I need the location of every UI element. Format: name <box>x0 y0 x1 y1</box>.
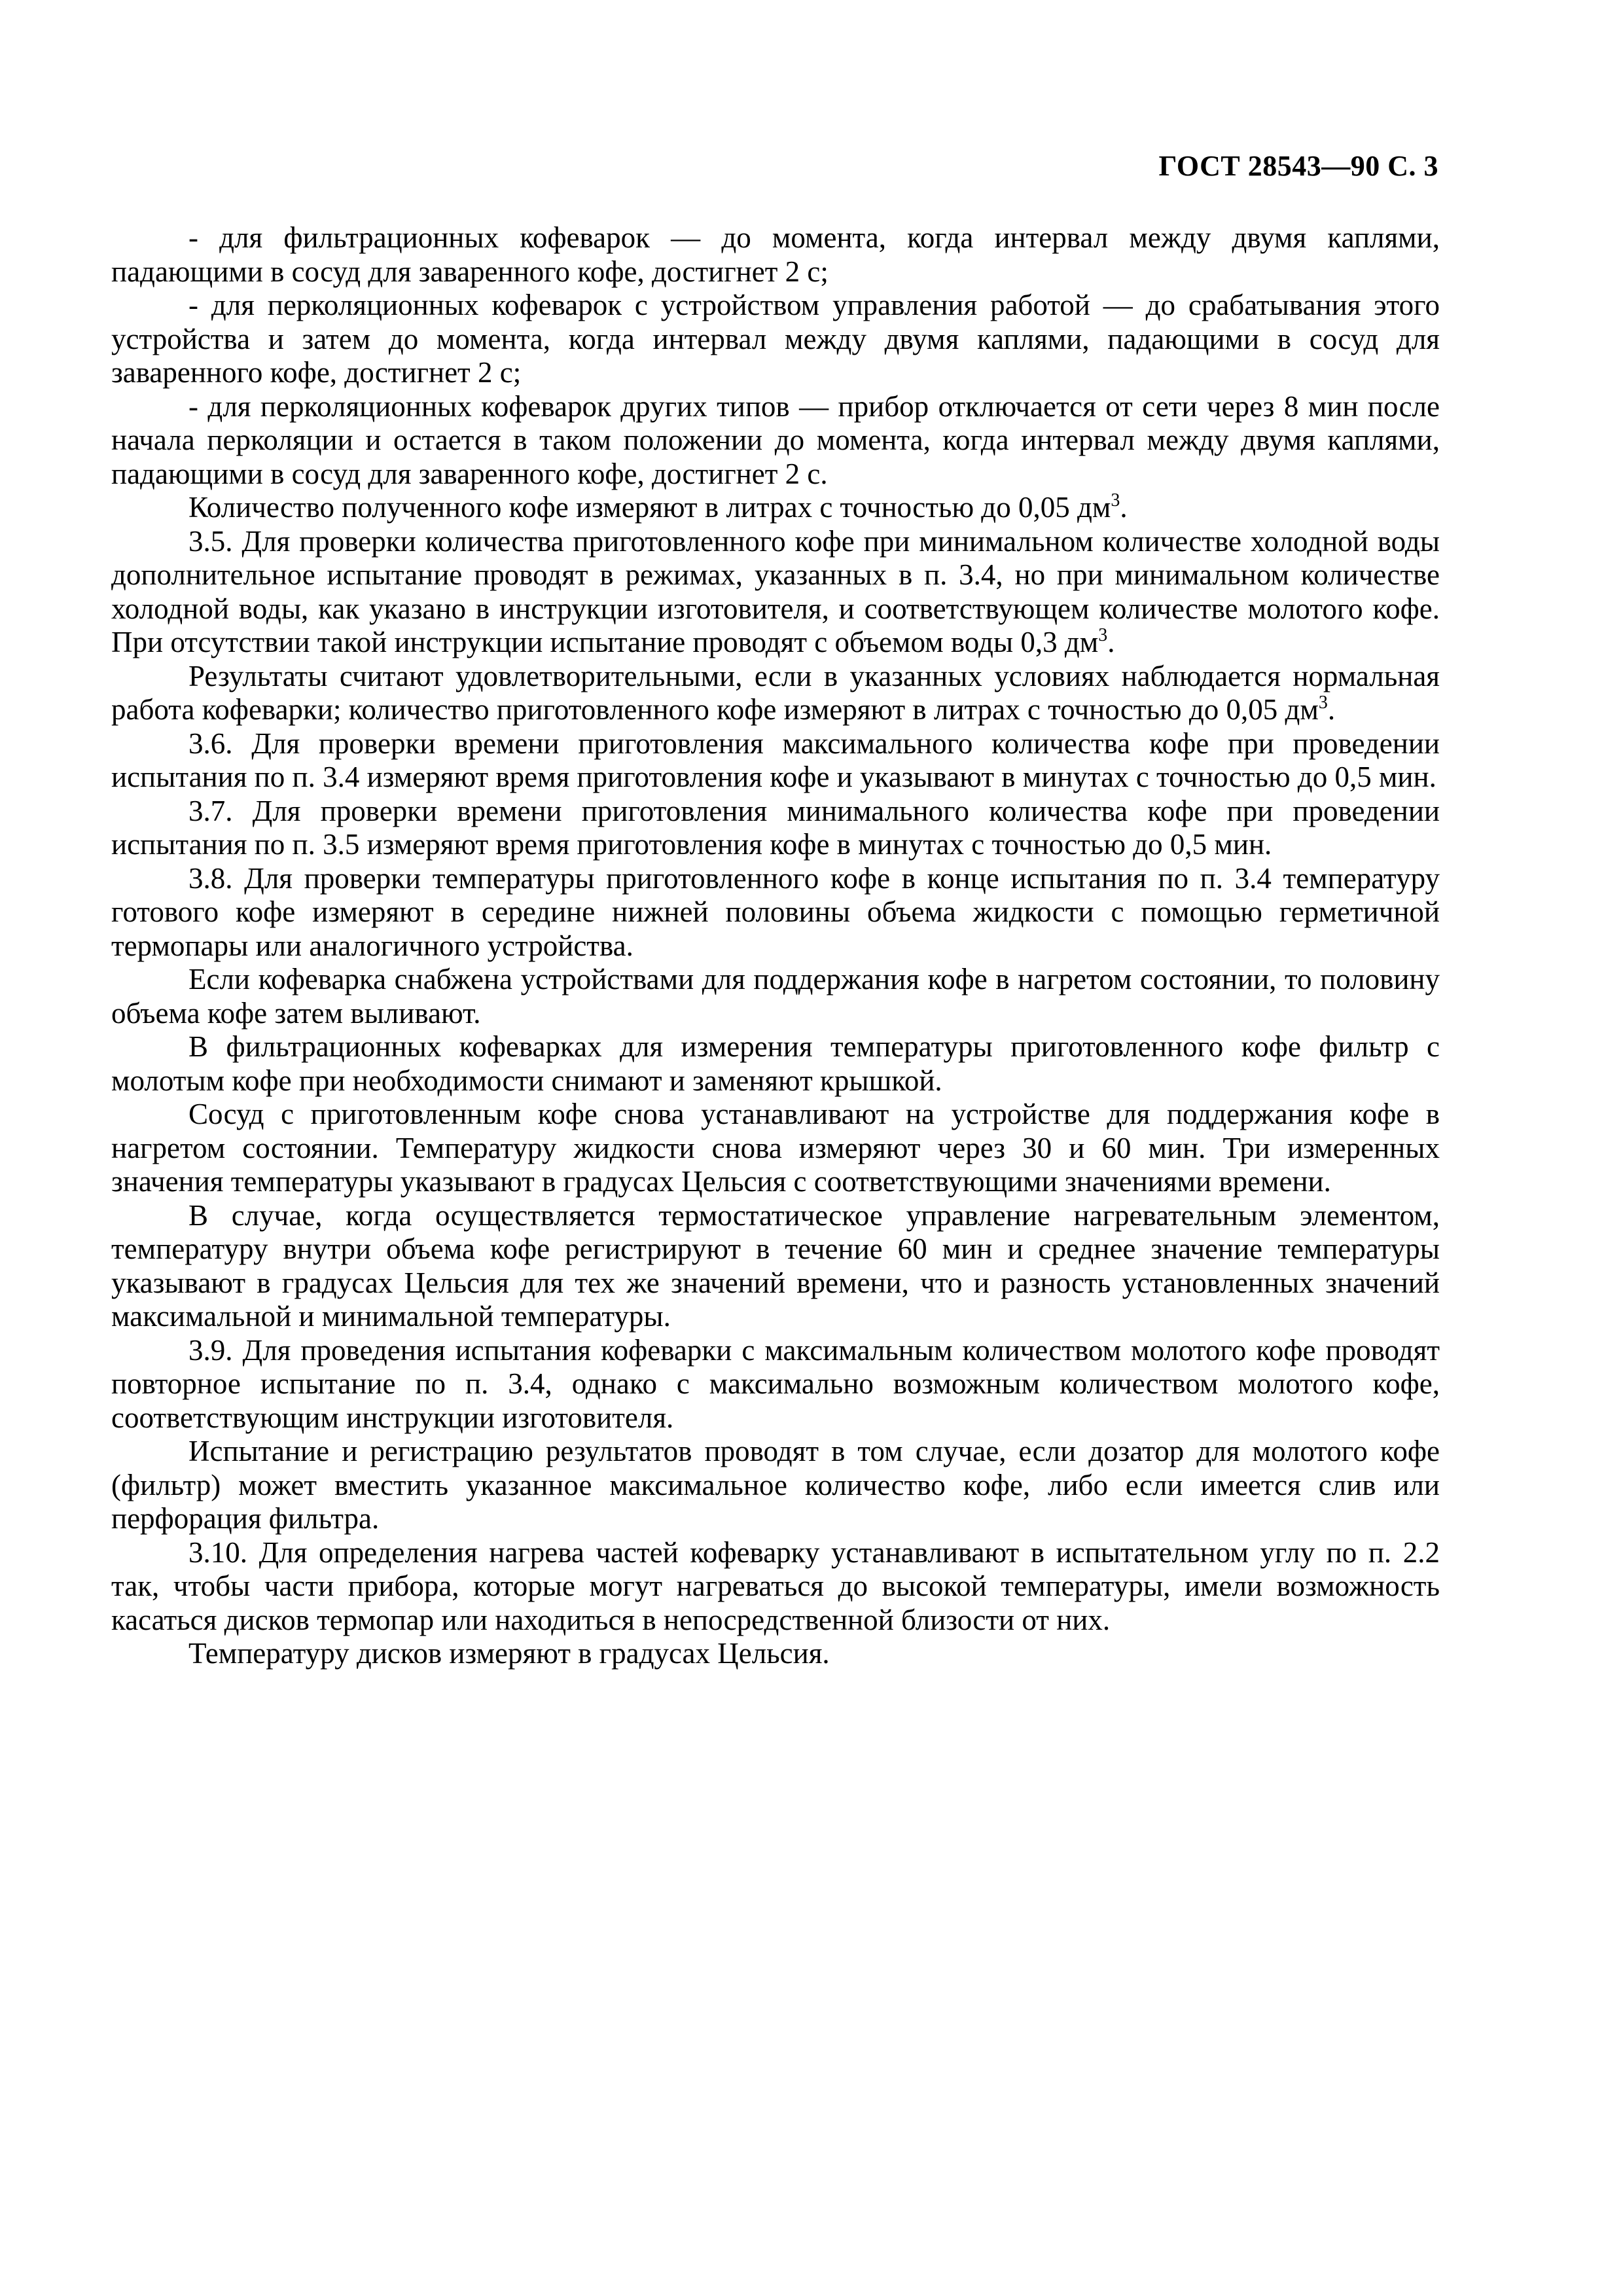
paragraph-text: Результаты считают удовлетворительными, если в указанных условиях наблюдается нормальная работа кофеварки; количество приготовленного кофе измеряют в литрах с точностью до 0,05 дм <box>111 659 1440 726</box>
paragraph <box>111 862 1440 963</box>
paragraph <box>111 1435 1440 1536</box>
paragraph-text: 3.5. Для проверки количества приготовленного кофе при минимальном количестве холодной воды дополнительное испытание проводят в режимах, указанных в п. 3.4, но при минимальном количестве холодной воды, как указано в инструкции изготовителя, и соответствующем количестве молотого кофе. При отсутствии такой инструкции испытание проводят с объемом воды 0,3 дм <box>111 524 1440 658</box>
paragraph-text: - для перколяционных кофеварок других типов — прибор отключается от сети через 8 мин после начала перколяции и остается в таком положении до момента, когда интервал между двумя каплями, падающими в сосуд для заваренного кофе, достигнет 2 с. <box>111 389 1440 490</box>
paragraph-text: Количество полученного кофе измеряют в литрах с точностью до 0,05 дм <box>188 491 1111 524</box>
paragraph-text: 3.7. Для проверки времени приготовления минимального количества кофе при проведении испытания по п. 3.5 измеряют время приготовления кофе в минутах с точностью до 0,5 мин. <box>111 794 1440 861</box>
paragraph-text: 3.9. Для проведения испытания кофеварки с максимальным количеством молотого кофе проводят повторное испытание по п. 3.4, однако с максимально возможным количеством молотого кофе, соответствующим инструкции изготовителя. <box>111 1333 1440 1434</box>
paragraph <box>111 795 1440 862</box>
paragraph <box>111 1199 1440 1334</box>
paragraph-tail: . <box>1120 491 1128 524</box>
document-body <box>111 221 1440 1671</box>
paragraph-text: Испытание и регистрацию результатов проводят в том случае, если дозатор для молотого кофе (фильтр) может вместить указанное максимальное количество кофе, либо если имеется слив или перфорация фильтра. <box>111 1435 1440 1535</box>
paragraph-text: В фильтрационных кофеварках для измерения температуры приготовленного кофе фильтр с молотым кофе при необходимости снимают и заменяют крышкой. <box>111 1030 1440 1097</box>
superscript: 3 <box>1111 490 1120 511</box>
paragraph <box>111 1637 1440 1671</box>
paragraph <box>111 221 1440 289</box>
paragraph-text: Температуру дисков измеряют в градусах Цельсия. <box>188 1637 830 1670</box>
paragraph <box>111 1536 1440 1638</box>
paragraph-text: 3.8. Для проверки температуры приготовленного кофе в конце испытания по п. 3.4 температуру готового кофе измеряют в середине нижней половины объема жидкости с помощью герметичной термопары или аналогичного устройства. <box>111 861 1440 962</box>
paragraph-text: 3.6. Для проверки времени приготовления максимального количества кофе при проведении испытания по п. 3.4 измеряют время приготовления кофе и указывают в минутах с точностью до 0,5 мин. <box>111 726 1440 793</box>
paragraph <box>111 525 1440 660</box>
paragraph <box>111 289 1440 390</box>
paragraph-text: - для фильтрационных кофеварок — до момента, когда интервал между двумя каплями, падающими в сосуд для заваренного кофе, достигнет 2 с; <box>111 221 1440 288</box>
paragraph-tail: . <box>1107 626 1115 658</box>
paragraph <box>111 1098 1440 1199</box>
page-header: ГОСТ 28543—90 С. 3 <box>1158 150 1438 182</box>
paragraph-text: Если кофеварка снабжена устройствами для поддержания кофе в нагретом состоянии, то половину объема кофе затем выливают. <box>111 963 1440 1030</box>
paragraph <box>111 660 1440 727</box>
superscript: 3 <box>1318 692 1328 713</box>
superscript: 3 <box>1098 625 1108 645</box>
paragraph <box>111 1030 1440 1098</box>
paragraph-text: - для перколяционных кофеварок с устройством управления работой — до срабатывания этого устройства и затем до момента, когда интервал между двумя каплями, падающими в сосуд для заваренного кофе, достигнет 2 с; <box>111 289 1440 389</box>
paragraph <box>111 1334 1440 1435</box>
paragraph-text: 3.10. Для определения нагрева частей кофеварку устанавливают в испытательном углу по п. 2.2 так, чтобы части прибора, которые могут нагреваться до высокой температуры, имели возможность касаться дисков термопар или находиться в непосредственной близости от них. <box>111 1535 1440 1636</box>
paragraph <box>111 491 1440 525</box>
paragraph-text: В случае, когда осуществляется термостатическое управление нагревательным элементом, температуру внутри объема кофе регистрируют в течение 60 мин и среднее значение температуры указывают в градусах Цельсия для тех же значений времени, что и разность установленных значений максимальной и минимальной температуры. <box>111 1198 1440 1333</box>
paragraph <box>111 390 1440 492</box>
paragraph <box>111 963 1440 1030</box>
paragraph <box>111 727 1440 795</box>
paragraph-text: Сосуд с приготовленным кофе снова устанавливают на устройстве для поддержания кофе в нагретом состоянии. Температуру жидкости снова измеряют через 30 и 60 мин. Три измеренных значения температуры указывают в градусах Цельсия с соответствующими значениями времени. <box>111 1098 1440 1198</box>
paragraph-tail: . <box>1327 693 1336 726</box>
